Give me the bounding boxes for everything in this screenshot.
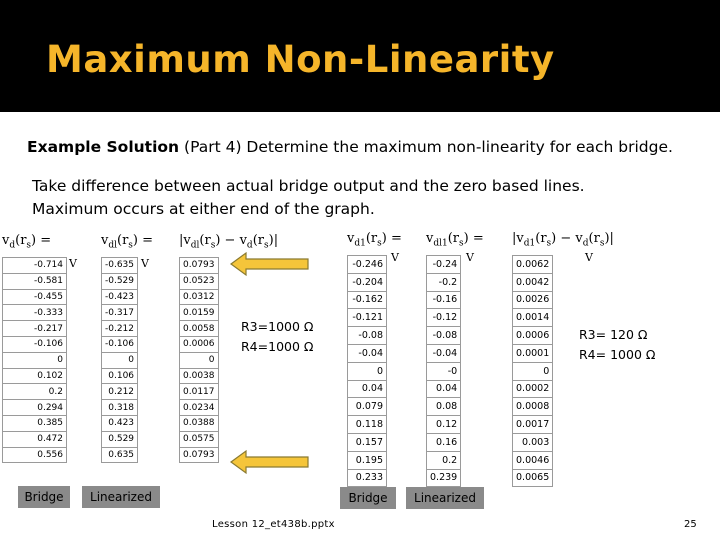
t1-header-vd: $v_d(r_s)$ = bbox=[2, 233, 52, 251]
table-row bbox=[348, 362, 387, 380]
table-row bbox=[3, 305, 67, 321]
table-cell: 0.0006 bbox=[180, 336, 219, 352]
table-row bbox=[427, 416, 461, 434]
table-cell: 0.385 bbox=[3, 415, 67, 431]
table-cell: 0.0312 bbox=[180, 289, 219, 305]
table-cell: -0.162 bbox=[348, 291, 387, 309]
table-row bbox=[513, 416, 553, 434]
table-cell: 0.294 bbox=[3, 400, 67, 416]
table-cell: 0 bbox=[3, 352, 67, 368]
t2-table-vdl bbox=[426, 255, 461, 487]
table-cell: -0.581 bbox=[3, 273, 67, 289]
table-cell: 0.212 bbox=[102, 384, 138, 400]
table-cell: 0.003 bbox=[513, 433, 553, 451]
linearized-button[interactable]: Linearized bbox=[82, 486, 160, 508]
table-row bbox=[348, 273, 387, 291]
table-row bbox=[3, 447, 67, 463]
arrow-left-icon bbox=[230, 449, 310, 475]
table-cell: 0.079 bbox=[348, 398, 387, 416]
table-row bbox=[180, 336, 219, 352]
t1-header-diff: $|v_{dl}(r_s) - v_d(r_s)|$ bbox=[179, 233, 279, 251]
note-r-values-1 bbox=[241, 317, 313, 357]
t1-header-vdl: $v_{dl}(r_s)$ = bbox=[101, 233, 154, 251]
subtitle-bold: Example Solution bbox=[27, 138, 180, 156]
table-row bbox=[513, 362, 553, 380]
table-cell: -0.106 bbox=[102, 336, 138, 352]
table-cell: 0.12 bbox=[427, 416, 461, 434]
table-cell: 0.0388 bbox=[180, 415, 219, 431]
table-cell: 0.318 bbox=[102, 400, 138, 416]
table-row bbox=[3, 431, 67, 447]
table-cell: -0.333 bbox=[3, 305, 67, 321]
table-row bbox=[180, 431, 219, 447]
table-row bbox=[102, 352, 138, 368]
table-row bbox=[513, 344, 553, 362]
table-cell: -0.24 bbox=[427, 256, 461, 274]
table-cell: 0.0159 bbox=[180, 305, 219, 321]
table-row bbox=[348, 327, 387, 345]
table-cell: 0.195 bbox=[348, 451, 387, 469]
t1-col-vdl bbox=[101, 233, 153, 463]
table-row bbox=[3, 321, 67, 337]
table-row bbox=[102, 400, 138, 416]
table-row bbox=[180, 305, 219, 321]
table-cell: 0.16 bbox=[427, 433, 461, 451]
table-row bbox=[513, 273, 553, 291]
table-row bbox=[180, 400, 219, 416]
table-cell: 0.106 bbox=[102, 368, 138, 384]
table-row bbox=[427, 362, 461, 380]
table-cell: 0.08 bbox=[427, 398, 461, 416]
table-cell: -0.455 bbox=[3, 289, 67, 305]
t2-unit-diff: V bbox=[585, 251, 593, 264]
t2-table-diff bbox=[512, 255, 553, 487]
table-row bbox=[427, 344, 461, 362]
table-cell: -0.714 bbox=[3, 258, 67, 274]
t2-header-vdl: $v_{dl1}(r_s)$ = bbox=[426, 231, 484, 249]
table-row bbox=[513, 291, 553, 309]
t2-table-vd bbox=[347, 255, 387, 487]
table-cell: 0.0006 bbox=[513, 327, 553, 345]
table-cell: 0.0523 bbox=[180, 273, 219, 289]
table-cell: 0.102 bbox=[3, 368, 67, 384]
table-row bbox=[102, 258, 138, 274]
table-row bbox=[102, 336, 138, 352]
table-cell: -0.16 bbox=[427, 291, 461, 309]
table-row bbox=[180, 415, 219, 431]
table-cell: 0.0002 bbox=[513, 380, 553, 398]
table-row bbox=[102, 431, 138, 447]
t2-unit-vdl: V bbox=[466, 251, 474, 264]
table-row bbox=[3, 336, 67, 352]
table-row bbox=[427, 469, 461, 487]
table-row bbox=[180, 352, 219, 368]
footer-filename: Lesson 12_et438b.pptx bbox=[212, 519, 335, 530]
table-row bbox=[102, 321, 138, 337]
table-row bbox=[102, 415, 138, 431]
table-cell: -0.2 bbox=[427, 273, 461, 291]
table-row bbox=[427, 256, 461, 274]
subtitle bbox=[27, 138, 673, 156]
table-row bbox=[102, 273, 138, 289]
table-cell: -0.106 bbox=[3, 336, 67, 352]
table-cell: 0 bbox=[180, 352, 219, 368]
table-row bbox=[102, 289, 138, 305]
table-cell: 0.233 bbox=[348, 469, 387, 487]
table-row bbox=[348, 380, 387, 398]
table-row bbox=[3, 258, 67, 274]
table-cell: 0.0793 bbox=[180, 447, 219, 463]
table-row bbox=[427, 309, 461, 327]
table-row bbox=[348, 344, 387, 362]
table-cell: -0.12 bbox=[427, 309, 461, 327]
table-row bbox=[180, 321, 219, 337]
table-row bbox=[513, 327, 553, 345]
table-cell: -0.246 bbox=[348, 256, 387, 274]
table-row bbox=[513, 398, 553, 416]
table-cell: 0.0117 bbox=[180, 384, 219, 400]
table-row bbox=[348, 433, 387, 451]
table-cell: -0.529 bbox=[102, 273, 138, 289]
table-cell: 0.0017 bbox=[513, 416, 553, 434]
table-row bbox=[427, 291, 461, 309]
table-row bbox=[3, 289, 67, 305]
table-row bbox=[180, 289, 219, 305]
table-cell: 0.0793 bbox=[180, 258, 219, 274]
table-cell: 0.0046 bbox=[513, 451, 553, 469]
linearized-button-2[interactable]: Linearized bbox=[406, 487, 484, 509]
table-cell: 0 bbox=[102, 352, 138, 368]
table-row bbox=[180, 447, 219, 463]
table-cell: -0.08 bbox=[348, 327, 387, 345]
table-row bbox=[348, 416, 387, 434]
table-cell: -0.317 bbox=[102, 305, 138, 321]
note1-line1: R3=1000 Ω bbox=[241, 319, 314, 334]
table-row bbox=[513, 256, 553, 274]
t2-col-vdl bbox=[426, 231, 484, 487]
table-cell: 0.0038 bbox=[180, 368, 219, 384]
table-row bbox=[102, 447, 138, 463]
table-cell: -0.423 bbox=[102, 289, 138, 305]
t1-col-vd bbox=[2, 233, 77, 463]
table-row bbox=[3, 352, 67, 368]
table-row bbox=[180, 258, 219, 274]
table-cell: -0 bbox=[427, 362, 461, 380]
table-row bbox=[3, 384, 67, 400]
table-row bbox=[427, 327, 461, 345]
table-row bbox=[180, 384, 219, 400]
table-row bbox=[513, 433, 553, 451]
table-row bbox=[102, 305, 138, 321]
table-row bbox=[348, 469, 387, 487]
t1-table-vdl bbox=[101, 257, 138, 463]
table-cell: -0.04 bbox=[427, 344, 461, 362]
page-title: Maximum Non-Linearity bbox=[46, 38, 555, 81]
table-row bbox=[3, 400, 67, 416]
table-cell: 0.556 bbox=[3, 447, 67, 463]
table-cell: -0.635 bbox=[102, 258, 138, 274]
arrow-left-icon bbox=[230, 251, 310, 277]
t1-table-vd bbox=[2, 257, 67, 463]
note2-line1: R3= 120 Ω bbox=[579, 327, 648, 342]
t2-col-vd bbox=[347, 231, 402, 487]
table-cell: -0.217 bbox=[3, 321, 67, 337]
table-row bbox=[348, 291, 387, 309]
table-cell: 0.472 bbox=[3, 431, 67, 447]
table-cell: 0.0026 bbox=[513, 291, 553, 309]
table-cell: -0.212 bbox=[102, 321, 138, 337]
table-row bbox=[427, 398, 461, 416]
table-row bbox=[102, 384, 138, 400]
note2-line2: R4= 1000 Ω bbox=[579, 347, 656, 362]
table-cell: 0.0001 bbox=[513, 344, 553, 362]
table-cell: 0.635 bbox=[102, 447, 138, 463]
note-r-values-2 bbox=[579, 325, 655, 365]
table-row bbox=[3, 368, 67, 384]
table-cell: 0.04 bbox=[348, 380, 387, 398]
body-line-2: Maximum occurs at either end of the graph. bbox=[32, 200, 375, 218]
t1-unit-vd: V bbox=[69, 257, 77, 270]
table-cell: 0.118 bbox=[348, 416, 387, 434]
body-text bbox=[32, 175, 585, 221]
table-cell: 0.157 bbox=[348, 433, 387, 451]
table-cell: 0.0062 bbox=[513, 256, 553, 274]
note1-line2: R4=1000 Ω bbox=[241, 339, 314, 354]
t2-header-vd: $v_{d1}(r_s)$ = bbox=[347, 231, 402, 249]
page-number: 25 bbox=[684, 519, 697, 530]
table-row bbox=[348, 398, 387, 416]
table-cell: -0.04 bbox=[348, 344, 387, 362]
table-cell: 0.2 bbox=[427, 451, 461, 469]
table-cell: 0.04 bbox=[427, 380, 461, 398]
table-cell: 0.0234 bbox=[180, 400, 219, 416]
table-row bbox=[3, 273, 67, 289]
table-cell: 0.0058 bbox=[180, 321, 219, 337]
t1-unit-vdl: V bbox=[141, 257, 149, 270]
t2-unit-vd: V bbox=[391, 251, 399, 264]
table-cell: 0.0008 bbox=[513, 398, 553, 416]
table-row bbox=[102, 368, 138, 384]
bridge-button[interactable]: Bridge bbox=[18, 486, 70, 508]
subtitle-text: (Part 4) Determine the maximum non-linearity for each bridge. bbox=[179, 138, 673, 156]
table-row bbox=[348, 451, 387, 469]
table-cell: -0.204 bbox=[348, 273, 387, 291]
table-row bbox=[180, 368, 219, 384]
table-row bbox=[513, 380, 553, 398]
table-cell: -0.121 bbox=[348, 309, 387, 327]
table-row bbox=[513, 469, 553, 487]
table-row bbox=[348, 256, 387, 274]
table-cell: 0.423 bbox=[102, 415, 138, 431]
t2-header-diff: $|v_{d1}(r_s) - v_d(r_s)|$ bbox=[512, 231, 614, 249]
table-row bbox=[427, 451, 461, 469]
table-cell: 0.239 bbox=[427, 469, 461, 487]
table-cell: 0 bbox=[513, 362, 553, 380]
table-cell: 0 bbox=[348, 362, 387, 380]
table-row bbox=[427, 273, 461, 291]
table-row bbox=[513, 451, 553, 469]
table-row bbox=[513, 309, 553, 327]
table-cell: 0.0014 bbox=[513, 309, 553, 327]
t1-table-diff bbox=[179, 257, 219, 463]
table-cell: -0.08 bbox=[427, 327, 461, 345]
table-row bbox=[180, 273, 219, 289]
body-line-1: Take difference between actual bridge output and the zero based lines. bbox=[32, 177, 585, 195]
table-cell: 0.2 bbox=[3, 384, 67, 400]
table-cell: 0.0065 bbox=[513, 469, 553, 487]
table-row bbox=[427, 433, 461, 451]
table-row bbox=[348, 309, 387, 327]
table-cell: 0.0042 bbox=[513, 273, 553, 291]
table-row bbox=[427, 380, 461, 398]
table-row bbox=[3, 415, 67, 431]
table-cell: 0.529 bbox=[102, 431, 138, 447]
table-cell: 0.0575 bbox=[180, 431, 219, 447]
bridge-button-2[interactable]: Bridge bbox=[340, 487, 396, 509]
